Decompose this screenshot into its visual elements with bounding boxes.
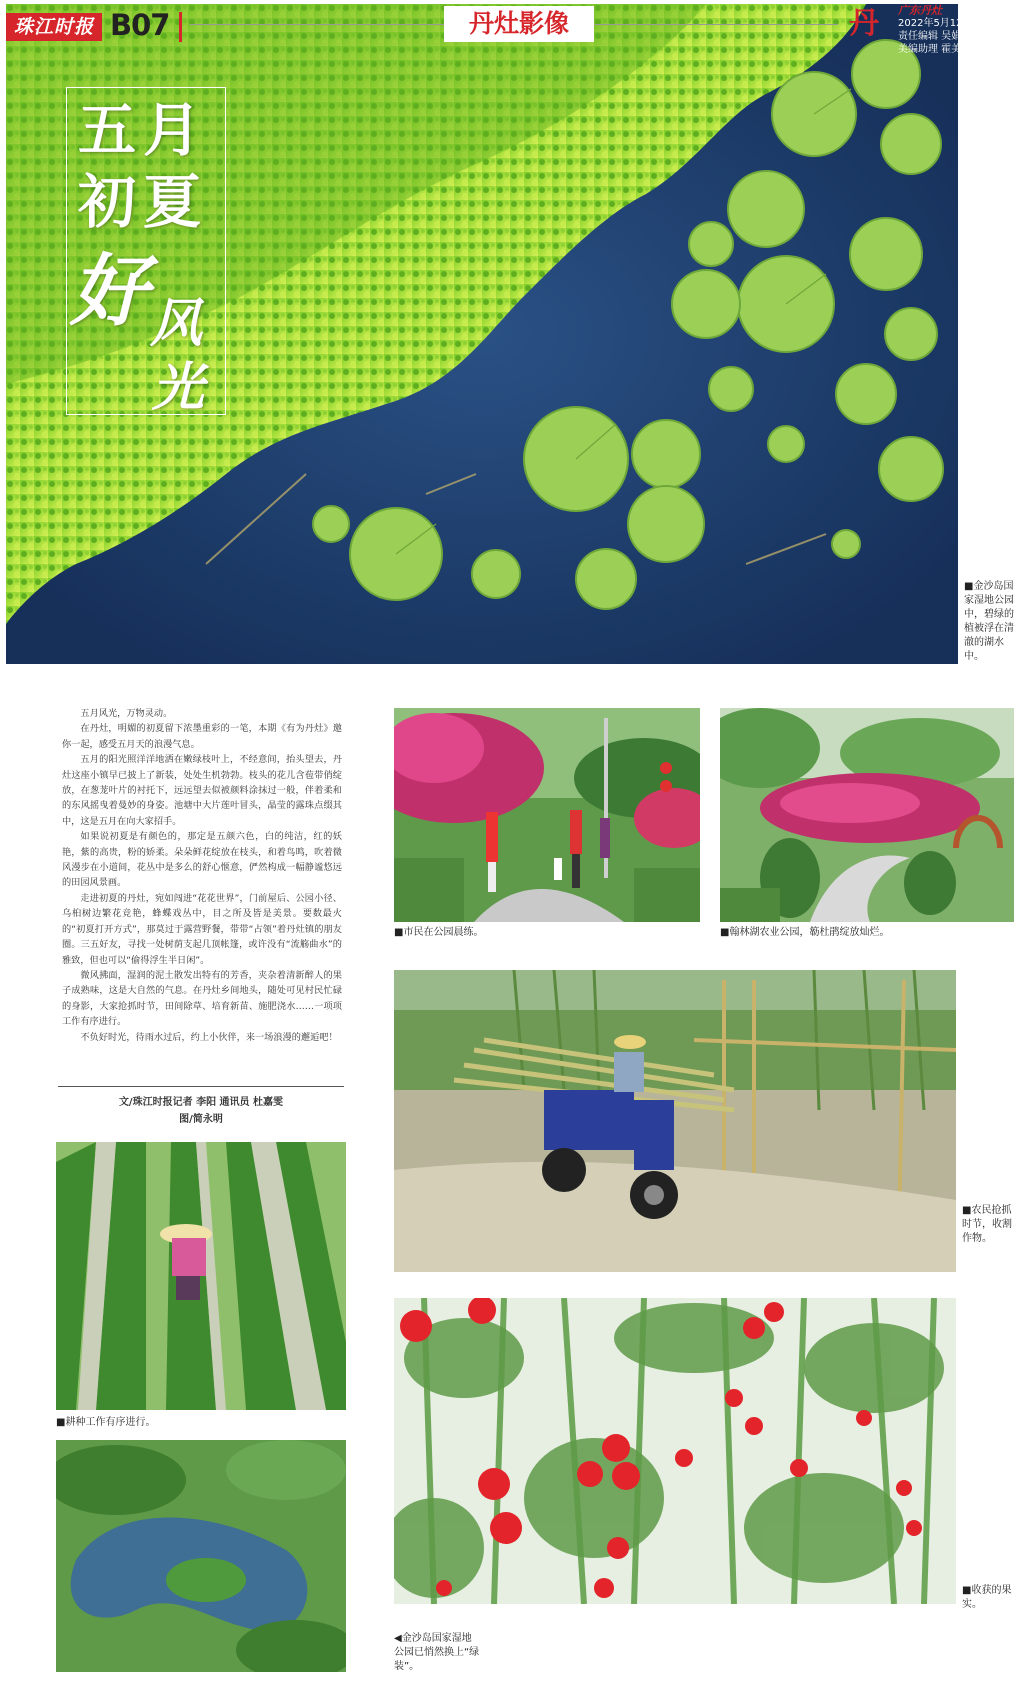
title-char: 夏 — [143, 168, 202, 236]
caption-azalea: ■翰林湖农业公园，簕杜鹃绽放灿烂。 — [720, 927, 890, 938]
dan-seal-logo: 丹 — [849, 6, 879, 41]
byline — [58, 1094, 344, 1128]
photo-park-walk — [394, 708, 700, 922]
title-char: 初 — [78, 168, 137, 236]
byline-photographer: 图/简永明 — [179, 1114, 223, 1125]
article-paragraph: 五月风光，万物灵动。 — [80, 708, 173, 719]
masthead-meta — [898, 4, 1006, 56]
article-paragraph: 五月的阳光照洋洋地洒在嫩绿枝叶上，不经意间，抬头望去，丹灶这座小镇早已披上了新装，处处生机勃勃。枝头的花儿含苞带俏绽放，在葱茏叶片的衬托下，远远望去似被颜料涂抹过一般，伴着柔和的东风摇曳着曼妙的身姿。池塘中大片莲叶冒头，晶莹的露珠点缀其中，这是五月在向大家招手。 — [62, 754, 342, 827]
title-script-char: 风 — [150, 293, 203, 354]
title-char: 月 — [143, 96, 202, 164]
article-paragraph: 如果说初夏是有颜色的，那定是五颜六色，白的纯洁，红的妖艳，紫的高贵，粉的娇柔。朵朵鲜花绽放在枝头，和着鸟鸣，吹着微风漫步在小道间，花丛中是多么的舒心惬意，俨然构成一幅静谧悠远的田园风景画。 — [62, 831, 342, 889]
caption-wetland: ◀金沙岛国家湿地公园已悄然换上“绿装”。 — [394, 1633, 480, 1672]
byline-writer: 文/珠江时报记者 李阳 通讯员 杜嘉雯 — [118, 1097, 284, 1108]
photo-farming-field — [56, 1142, 346, 1410]
masthead-divider — [179, 12, 182, 42]
photo-harvest-tricycle — [394, 970, 956, 1272]
hero-caption: ■金沙岛国家湿地公园中，碧绿的植被浮在清澈的湖水中。 — [964, 581, 1014, 662]
section-title: 丹灶影像 — [444, 6, 594, 42]
article-body — [62, 706, 342, 1045]
article-paragraph: 走进初夏的丹灶，宛如闯进“花花世界”，门前屋后、公园小径、乌桕树边繁花竞艳，蜂蝶戏丛中，目之所及皆是美景。要数最火的“初夏打开方式”，那莫过于露营野餐，带带“占领”着丹灶镇的朋友圈。三五好友，寻找一处树荫支起几顶帐篷，或许没有“流觞曲水”的雅致，但也可以“偷得浮生半日闲”。 — [62, 892, 342, 966]
caption-park-walk: ■市民在公园晨练。 — [394, 927, 484, 938]
title-script-char: 好 — [70, 246, 149, 337]
caption-farming: ■耕种工作有序进行。 — [56, 1417, 156, 1428]
title-script-char: 光 — [152, 357, 205, 418]
caption-tomato: ■收获的果实。 — [962, 1585, 1012, 1610]
article-paragraph: 在丹灶，明媚的初夏留下浓墨重彩的一笔，本期《有为丹灶》邀你一起，感受五月天的浪漫气息。 — [62, 723, 342, 750]
photo-tomatoes — [394, 1298, 956, 1604]
designer-credit: 美编助理 霍美芬 — [898, 44, 972, 55]
seal-label: 广东丹灶 — [898, 4, 942, 17]
issue-date: 2022年5月12日 星期四 — [898, 18, 1006, 29]
editor-credit: 责任编辑 吴娟 江静雯 — [898, 31, 995, 42]
article-paragraph: 微风拂面，湿润的泥土散发出特有的芳香，夹杂着清新醉人的果子成熟味，这是大自然的气息。在丹灶乡间地头，随处可见村民忙碌的身影，大家抢抓时节，田间除草、培育新苗、施肥浇水……一项项工作有序进行。 — [62, 969, 342, 1028]
article-paragraph: 不负好时光，待雨水过后，约上小伙伴，来一场浪漫的邂逅吧！ — [80, 1031, 338, 1043]
photo-wetland-aerial — [56, 1440, 346, 1672]
page-number: B07 — [110, 8, 170, 42]
caption-harvest: ■农民抢抓时节，收割作物。 — [962, 1205, 1012, 1244]
newspaper-logo: 珠江时报 — [6, 13, 102, 41]
title-char: 五 — [78, 96, 137, 164]
byline-rule — [58, 1086, 344, 1087]
photo-azalea-park — [720, 708, 1014, 922]
